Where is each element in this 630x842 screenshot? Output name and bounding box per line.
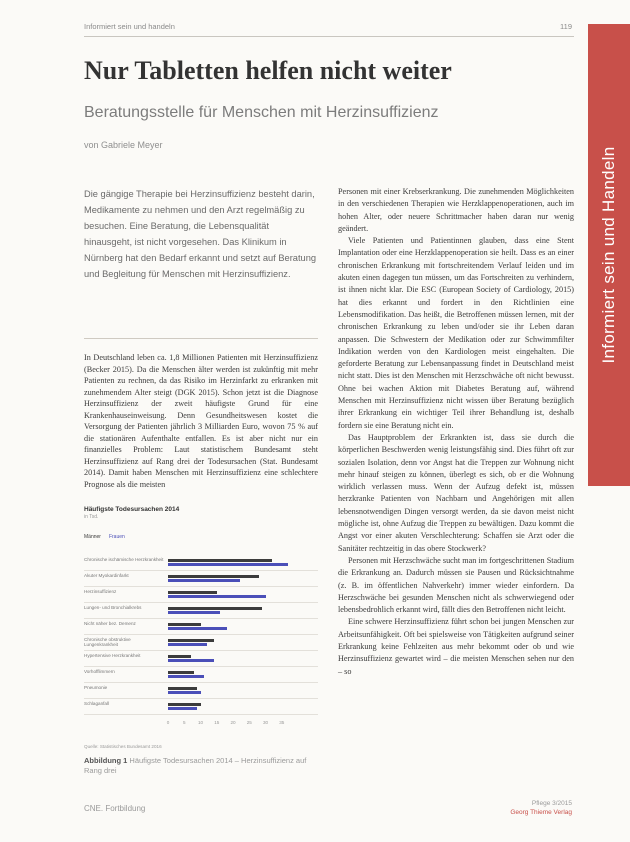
lead-paragraph: Die gängige Therapie bei Herzinsuffizienz besteht darin, Medikamente zu nehmen und den Arzt regelmäßig zu besuchen. Eine Beratung, die Lebensqualität hinausgeht, ist nicht vorgesehen. Das Klinikum in Nürnberg hat den Bedarf erkannt und setzt auf Beratung und Begleitung für Menschen mit Herzinsuffizienz. bbox=[84, 189, 317, 279]
chart-row bbox=[84, 604, 318, 619]
x-tick-label: 15 bbox=[214, 720, 220, 725]
caption-label: Abbildung 1 bbox=[84, 756, 128, 765]
footer-publisher: Georg Thieme Verlag bbox=[510, 808, 572, 816]
sidebar-label: Informiert sein und Handeln bbox=[599, 146, 618, 364]
chart-bar bbox=[168, 579, 240, 582]
x-tick-label: 35 bbox=[279, 720, 285, 725]
chart-bar bbox=[168, 707, 197, 710]
chart-subtitle: in Tsd. bbox=[84, 514, 99, 520]
body-paragraph: Personen mit Herzschwäche sucht man im fortgeschrittenen Stadium die Erkrankung an. Dadurch müssen sie Pausen und Rücksichtnahme (z. B. im öffentlichen Nahverkehr) immer wieder einfordern. Da Herzschwäche bei gesunden Menschen nicht als schwerwiegend oder lebensbedrohlich erkannt wird, fällt dies den Betroffenen nicht leicht. bbox=[338, 555, 574, 615]
category-label: Nicht näher bez. Demenz bbox=[84, 621, 136, 626]
page-number: 119 bbox=[560, 22, 572, 31]
chart-bar bbox=[168, 639, 214, 642]
x-tick-label: 30 bbox=[262, 720, 269, 725]
chart-row bbox=[84, 556, 318, 571]
article-subtitle: Beratungsstelle für Menschen mit Herzinsuffizienz bbox=[84, 104, 439, 121]
chart bbox=[84, 506, 318, 752]
chart-bar bbox=[168, 607, 262, 610]
chart-row bbox=[84, 588, 318, 603]
footer-left: CNE. Fortbildung bbox=[84, 804, 146, 813]
chart-bar bbox=[168, 563, 288, 566]
body-paragraph: Das Hauptproblem der Erkrankten ist, dass sie durch die körperlichen Beschwerden wenig leistungsfähig sind. Dies führt oft zur sozialen Isolation, denn vor Angst hat die Treppen zur Wohnung nicht mehr hinauf steigen zu können, überlegt es sich, ob er die Wohnung wirklich verlassen muss. Wenn der Aufzug defekt ist, müssen herzkranke Patienten von Nachbarn und Angehörigen mit allen lebensnotwendigen Dingen versorgt werden, da sie davon meist nicht mögliche ist, ohne Aufzug die Treppen zu bewältigen. Dazu kommt die Angst vor einer akuten Verschlechterung: Schaffen sie Arzt oder die Sanitäter rechtzeitig in das obere Stockwerk? bbox=[338, 432, 574, 553]
category-label: Schlaganfall bbox=[84, 701, 110, 706]
category-label: Akuter Myokardinfarkt bbox=[84, 573, 129, 578]
running-header: Informiert sein und handeln bbox=[84, 22, 175, 31]
body-paragraph: Eine schwere Herzinsuffizienz führt schon bei jungen Menschen zur Arbeitsunfähigkeit. Oft bei spielsweise von Tätigkeiten aufgrund seiner Erkrankung keine Fehlzeiten aus mehr bekommt oder ob und wie Herzinsuffizienz gewartet wird – die meisten Menschen sehen nur den – so bbox=[338, 617, 574, 676]
figure-caption bbox=[84, 756, 318, 776]
body-paragraph: Personen mit einer Krebserkrankung. Die zunehmenden Möglichkeiten in den verschiedenen Therapien wie Herzklappenoperationen, auch im hohen Alter, oder neuere Schrittmacher haben daran nur wenig geändert. bbox=[338, 187, 574, 233]
footer-journal: Pflege 3/2015 bbox=[531, 800, 572, 807]
category-label: Pneumonie bbox=[84, 685, 108, 690]
chart-plot bbox=[84, 556, 318, 718]
caption-text: Häufigste Todesursachen 2014 – Herzinsuffizienz auf Rang drei bbox=[84, 756, 307, 775]
chart-row bbox=[84, 700, 318, 715]
legend-entry: Frauen bbox=[108, 534, 125, 540]
chart-bar bbox=[168, 559, 272, 562]
chart-bar bbox=[168, 703, 201, 706]
chart-x-axis bbox=[168, 720, 298, 728]
chart-bar bbox=[168, 659, 214, 662]
header-rule bbox=[84, 36, 574, 37]
chart-row bbox=[84, 572, 318, 587]
footer-right bbox=[510, 800, 572, 817]
x-tick-label: 25 bbox=[246, 720, 252, 725]
chart-legend bbox=[84, 534, 318, 540]
chart-title: Häufigste Todesursachen 2014 bbox=[84, 506, 180, 513]
category-label: Lungen- und Bronchialkrebs bbox=[84, 605, 142, 610]
chart-bar bbox=[168, 627, 227, 630]
chart-row bbox=[84, 636, 318, 651]
category-label: Vorhofflimmern bbox=[84, 669, 115, 674]
x-tick-label: 20 bbox=[230, 720, 236, 725]
category-label: Hypertensive Herzkrankheit bbox=[84, 653, 141, 658]
body-paragraph: Viele Patienten und Patientinnen glauben, dass eine Stent Implantation oder eine Herzklappenoperation sie heilt. Dass es an einer chronischen Erkrankung mit fortschreitendem Verlauf leiden und im akuten einen dagegen tun müssen, um das Fortschreiten zu verhindern, ist ihnen nicht klar. Die ESC (European Society of Cardiology, 2015) hat dies erkannt und fordert in den Richtlinien eine Lebensmodifikation. Das heißt, die Betroffenen müssen lernen, mit der chronischen Erkrankung zu leben und/oder sie ihr Leben daran anpassen. Die Schwestern der Medikation oder zur Schwimmfilter Indikation werden von den Kardiologen meist eingehalten. Die geforderte Beratung zur Lebensanpassung findet in Deutschland meist nicht statt. Dies ist den Menschen mit Herzschwäche oft nicht bewusst. Ohne bei wachen Aktion mit Diabetes Beratung auf, während Menschen mit Herzinsuffizienz nicht wissen über Beratung bezüglich ihrer Erkrankung ein wichtiger Teil ihrer Behandlung ist, deshalb fordern sie eine Beratung nicht ein. bbox=[338, 236, 574, 430]
article-title: Nur Tabletten helfen nicht weiter bbox=[84, 56, 452, 85]
x-tick-label: 5 bbox=[182, 720, 186, 725]
chart-bar bbox=[168, 595, 266, 598]
chart-bar bbox=[168, 671, 194, 674]
chart-row bbox=[84, 620, 318, 635]
chart-row bbox=[84, 684, 318, 699]
byline: von Gabriele Meyer bbox=[84, 140, 163, 150]
chart-bar bbox=[168, 687, 197, 690]
body-column-2 bbox=[338, 186, 574, 678]
chart-bar bbox=[168, 643, 207, 646]
chart-row bbox=[84, 668, 318, 683]
chart-bar bbox=[168, 575, 259, 578]
legend-entry: Männer bbox=[84, 534, 101, 540]
category-label: Chronische obstruktive Lungenkrankheit bbox=[84, 637, 131, 648]
category-label: Herzinsuffizienz bbox=[84, 589, 117, 594]
chart-bar bbox=[168, 675, 204, 678]
chart-bar bbox=[168, 591, 217, 594]
section-sidebar-tab bbox=[588, 24, 630, 486]
body-column-1 bbox=[84, 352, 318, 490]
body-paragraph: In Deutschland leben ca. 1,8 Millionen Patienten mit Herzinsuffizienz (Becker 2015). Da die Menschen älter werden ist zukünftig mit mehr Patienten zu rechnen, da das Risiko im Herzinfarkt zu erkranken mit zunehmendem Alter steigt (DGK 2015). Schon jetzt ist die Diagnose Herzinsuffizienz der zweit häufigste Grund für eine Krankenhauseinweisung. Denn Gesundheitswesen kostet die Versorgung der Patienten jährlich 3 Milliarden Euro, wovon 75 % auf die stationären Aufenthalte entfallen. Es ist aber nicht nur ein finanzielles Problem: Laut statistischem Bundesamt steht Herzinsuffizienz auf Rang drei der Todesursachen (Stat. Bundesamt 2014). Damit haben Menschen mit Herzinsuffizienz eine schlechtere Prognose als die meisten bbox=[84, 353, 318, 489]
chart-row bbox=[84, 652, 318, 667]
category-label: Chronische ischämische Herzkrankheit bbox=[84, 557, 164, 562]
lead-divider bbox=[84, 338, 318, 339]
chart-bar bbox=[168, 691, 201, 694]
chart-bar bbox=[168, 611, 220, 614]
x-tick-label: 10 bbox=[197, 720, 204, 725]
chart-bar bbox=[168, 623, 201, 626]
chart-source: Quelle: Statistisches Bundesamt 2016 bbox=[84, 744, 162, 749]
x-tick-label: 0 bbox=[166, 720, 170, 725]
chart-bar bbox=[168, 655, 191, 658]
